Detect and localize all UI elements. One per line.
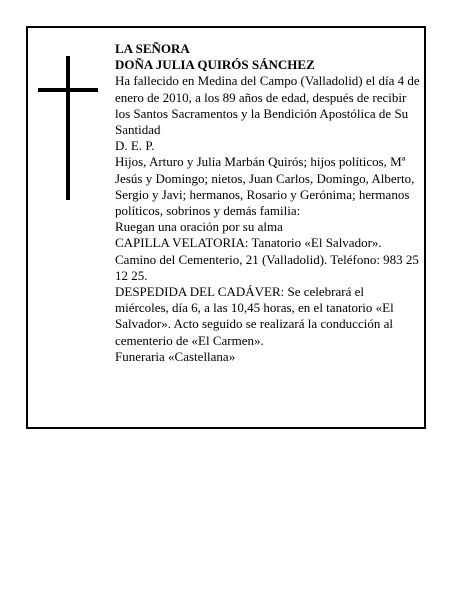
notice-title: LA SEÑORA: [115, 41, 190, 56]
death-announcement: Ha fallecido en Medina del Campo (Valladolid) el día 4 de enero de 2010, a los 89 años de edad, después de recibir los Santos Sacramentos y la Bendición Apostólica de Su Santidad: [115, 73, 420, 138]
prayer-request: Ruegan una oración por su alma: [115, 219, 283, 235]
cross-icon: [38, 56, 98, 200]
deceased-name: DOÑA JULIA QUIRÓS SÁNCHEZ: [115, 57, 315, 73]
funeral-home: Funeraria «Castellana»: [115, 348, 236, 364]
rip-line: D. E. P.: [115, 138, 155, 154]
obituary-notice: [26, 26, 426, 429]
chapel-info: CAPILLA VELATORIA: Tanatorio «El Salvador». Camino del Cementerio, 21 (Valladolid). Teléfono: 983 25 12 25.: [115, 235, 419, 283]
family-list: Hijos, Arturo y Julia Marbán Quirós; hijos políticos, Mª Jesús y Domingo; nietos, Juan Carlos, Domingo, Alberto, Sergio y Javi; hermanos, Rosario y Gerónima; hermanos políticos, sobrinos y demás familia:: [115, 154, 415, 219]
farewell-info: DESPEDIDA DEL CADÁVER: Se celebrará el miércoles, día 6, a las 10,45 horas, en el tanatorio «El Salvador». Acto seguido se realizará la conducción al cementerio de «El Carmen».: [115, 284, 394, 348]
obituary-text: [115, 41, 420, 365]
